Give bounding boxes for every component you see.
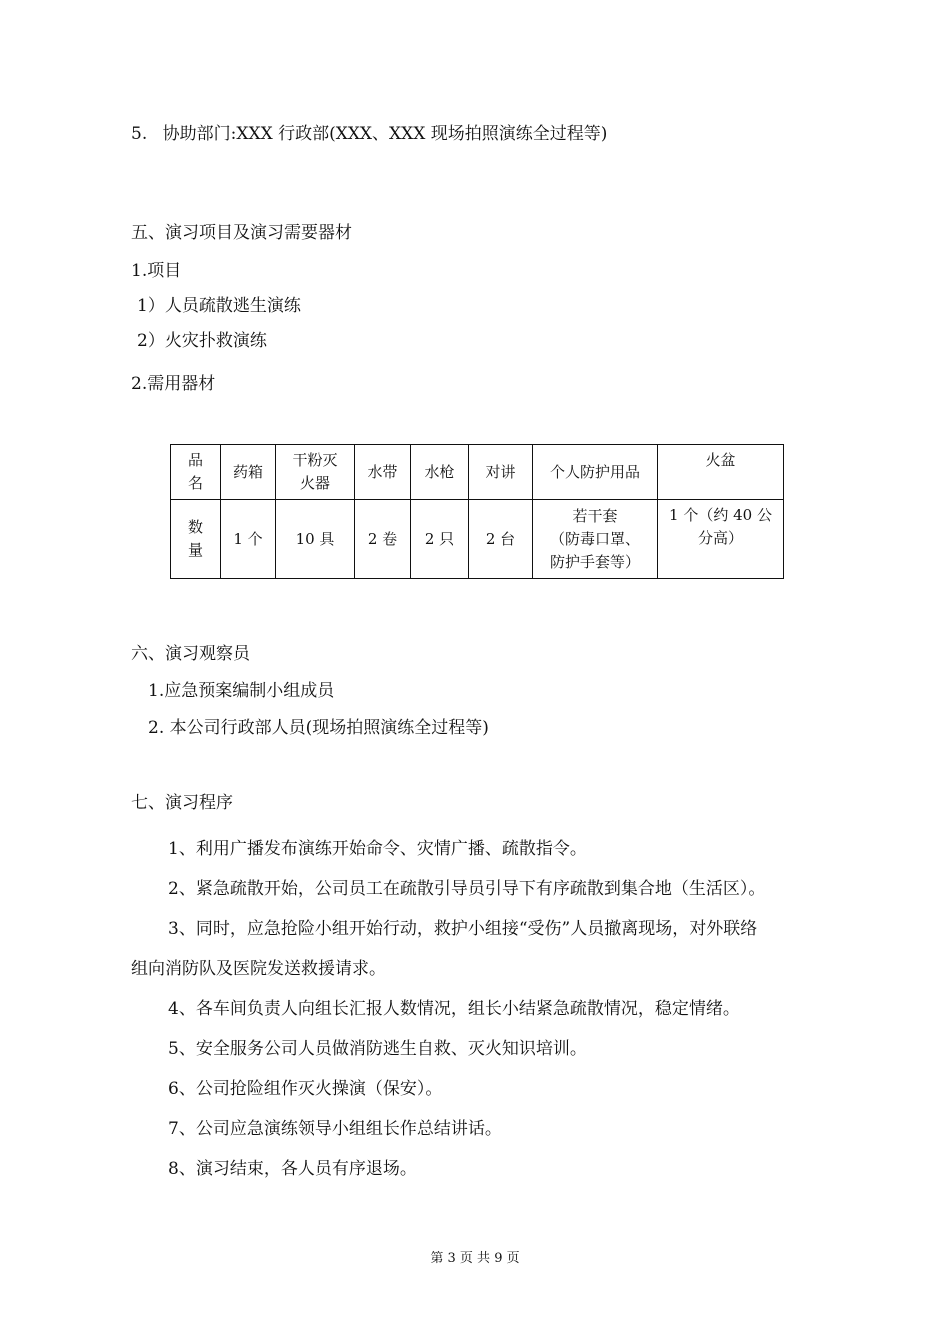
cell-line: 水带 xyxy=(367,462,398,481)
table-header-cell xyxy=(533,445,658,500)
table-header-row xyxy=(171,445,784,500)
cell-line: 2 只 xyxy=(424,529,455,548)
cell-line: 量 xyxy=(187,541,203,559)
table-header-cell xyxy=(355,445,411,500)
table-cell xyxy=(221,500,276,579)
cell-line: 2 卷 xyxy=(367,529,398,548)
equipment-table xyxy=(170,444,784,579)
section-liu-heading: 六、演习观察员 xyxy=(131,644,250,664)
table-cell xyxy=(355,500,411,579)
table-cell xyxy=(469,500,533,579)
procedure-step-4: 4、各车间负责人向组长汇报人数情况，组长小结紧急疏散情况，稳定情绪。 xyxy=(168,999,740,1019)
cell-line: 水枪 xyxy=(424,462,455,481)
cell-line: 2 台 xyxy=(485,529,516,548)
section-qi-heading: 七、演习程序 xyxy=(131,793,233,813)
cell-line: 分高） xyxy=(697,529,743,547)
table-cell xyxy=(411,500,469,579)
cell-line: 对讲 xyxy=(485,462,516,481)
cell-line: 火器 xyxy=(299,474,330,492)
cell-line: 药箱 xyxy=(232,462,263,481)
table-row xyxy=(171,500,784,579)
cell-line: 1 个 xyxy=(233,529,263,548)
table-header-cell xyxy=(469,445,533,500)
table-header-cell xyxy=(171,445,221,500)
section-wu-heading: 五、演习项目及演习需要器材 xyxy=(131,223,352,243)
cell-line: 防护手套等） xyxy=(549,552,640,571)
procedure-step-8: 8、演习结束，各人员有序退场。 xyxy=(168,1159,417,1179)
assist-dept-line xyxy=(131,123,607,145)
project-item-1: 1）人员疏散逃生演练 xyxy=(137,296,301,316)
table-cell xyxy=(276,500,355,579)
table-header-cell xyxy=(658,445,784,500)
cell-line: 1 个（约 40 公 xyxy=(669,506,772,524)
table-cell xyxy=(533,500,658,579)
observer-item-1: 1.应急预案编制小组成员 xyxy=(148,681,335,701)
table-cell xyxy=(171,500,221,579)
table-cell xyxy=(658,500,784,579)
procedure-step-2: 2、紧急疏散开始，公司员工在疏散引导员引导下有序疏散到集合地（生活区）。 xyxy=(168,879,766,899)
page-footer: 第 3 页 共 9 页 xyxy=(430,1251,520,1266)
project-item-2: 2）火灾扑救演练 xyxy=(137,331,267,351)
cell-line: 名 xyxy=(187,474,203,492)
cell-line: 若干套 xyxy=(572,506,618,525)
cell-line: 火盆 xyxy=(705,451,736,469)
cell-line: （防毒口罩、 xyxy=(549,529,640,548)
table-header-cell xyxy=(276,445,355,500)
assist-dept-text: 协助部门:XXX 行政部(XXX、XXX 现场拍照演练全过程等) xyxy=(162,124,608,144)
table-header-cell xyxy=(221,445,276,500)
procedure-step-3: 3、同时，应急抢险小组开始行动，救护小组接“受伤”人员撤离现场，对外联络 xyxy=(168,919,758,939)
section-wu-sub-projects: 1.项目 xyxy=(131,261,182,281)
cell-line: 10 具 xyxy=(295,529,335,548)
cell-line: 个人防护用品 xyxy=(549,462,640,481)
assist-dept-number: 5. xyxy=(131,124,148,144)
procedure-step-3-cont: 组向消防队及医院发送救援请求。 xyxy=(131,959,386,979)
procedure-step-7: 7、公司应急演练领导小组组长作总结讲话。 xyxy=(168,1119,502,1139)
procedure-step-5: 5、安全服务公司人员做消防逃生自救、灭火知识培训。 xyxy=(168,1039,587,1059)
table-header-cell xyxy=(411,445,469,500)
cell-line: 品 xyxy=(187,451,203,469)
procedure-step-6: 6、公司抢险组作灭火操演（保安）。 xyxy=(168,1079,443,1099)
section-wu-sub-equipment: 2.需用器材 xyxy=(131,374,216,394)
observer-item-2: 2. 本公司行政部人员(现场拍照演练全过程等) xyxy=(148,718,489,738)
cell-line: 干粉灭 xyxy=(292,451,338,469)
cell-line: 数 xyxy=(187,518,203,536)
procedure-step-1: 1、利用广播发布演练开始命令、灾情广播、疏散指令。 xyxy=(168,839,587,859)
